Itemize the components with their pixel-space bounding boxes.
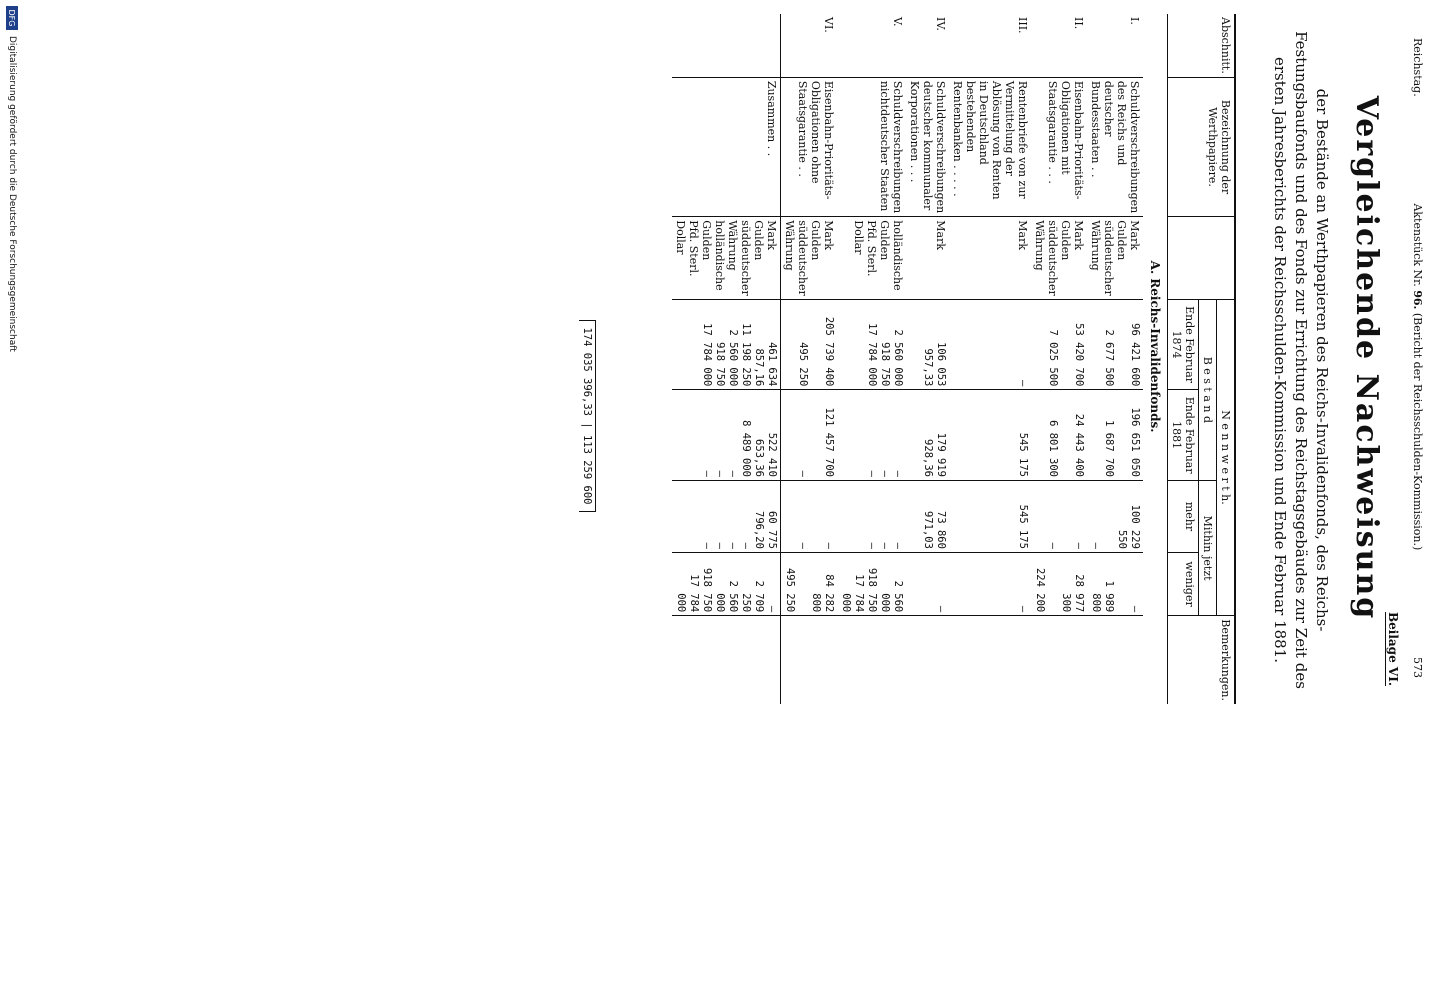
col-nennwerth: N e n n w e r t h.: [1217, 299, 1236, 615]
header-center: [1411, 203, 1424, 550]
row-1874: —: [949, 299, 1031, 390]
col-bemerkungen: Bemerkungen.: [1168, 616, 1236, 704]
row-mehr: — —: [1031, 480, 1087, 552]
table-row: [949, 14, 1031, 704]
table-row: [837, 14, 906, 704]
row-weniger: — 1 989 800: [1087, 552, 1143, 615]
row-1881: 24 443 400 6 801 300: [1031, 390, 1087, 481]
col-1874: Ende Februar 1874: [1168, 299, 1199, 390]
row-description: Schuldverschreibungen nichtdeutscher Staaten: [837, 77, 906, 216]
row-weniger: —: [906, 552, 949, 615]
row-mehr: 545 175: [949, 480, 1031, 552]
row-number: VI.: [822, 17, 835, 33]
row-currency: Mark Gulden süddeutscher Währung: [1031, 217, 1087, 300]
section-heading: A. Reichs-Invalidenfonds.: [1148, 260, 1162, 433]
header-left: Reichstag.: [1411, 38, 1424, 97]
row-number: V.: [891, 17, 904, 27]
col-1881: Ende Februar 1881: [1168, 390, 1199, 481]
document-title: Vergleichende Nachweisung: [1349, 95, 1384, 621]
beilage-label: Beilage VI.: [1386, 612, 1400, 686]
row-bemerkung: [949, 616, 1031, 704]
header-number: 96.: [1411, 290, 1424, 310]
row-bemerkung: [837, 616, 906, 704]
row-weniger: 84 282 800 495 250: [781, 552, 838, 615]
table-row: [1031, 14, 1087, 704]
col-mehr: mehr: [1168, 480, 1199, 552]
table-row: [1087, 14, 1143, 704]
row-1874: 205 739 400 495 250: [781, 299, 838, 390]
total-label: Zusammen . .: [672, 77, 781, 216]
row-bemerkung: [1087, 616, 1143, 704]
header-prefix: Aktenstück Nr.: [1411, 203, 1424, 287]
row-currency: holländische Gulden Pfd. Sterl. Dollar: [837, 217, 906, 300]
total-mehr: 60 775 796,20 — — — —: [672, 480, 781, 552]
row-description: Eisenbahn-Prioritäts-Obligationen mit Staatsgarantie . . .: [1031, 77, 1087, 216]
total-row: [672, 14, 781, 704]
row-weniger: 2 560 000 918 750 17 784 000: [837, 552, 906, 615]
row-1874: 106 053 957,33: [906, 299, 949, 390]
row-mehr: 100 229 550 —: [1087, 480, 1143, 552]
col-bestand: B e s t a n d: [1199, 299, 1217, 480]
row-1874: 96 421 600 2 677 500: [1087, 299, 1143, 390]
col-currency: [1168, 217, 1236, 300]
total-1881: 522 410 653,36 8 489 000 — — —: [672, 390, 781, 481]
page-number: 573: [1411, 656, 1424, 678]
row-currency: Mark Gulden süddeutscher Währung: [781, 217, 838, 300]
col-mithin: Mithin jetzt: [1199, 480, 1217, 615]
row-currency: Mark: [906, 217, 949, 300]
document-subtitle: der Bestände an Werthpapieren des Reichs-Invalidenfonds, des Reichs-Festungsbaufonds und des Fonds zur Errichtung des Reichstagsgebäudes zur Zeit des ersten Jahresberichts der Reichsschulden-Kommission und Ende Februar 1881.: [1271, 31, 1331, 689]
total-1874: 461 634 857,16 11 198 250 2 560 000 918 750 17 784 000: [672, 299, 781, 390]
dfg-logo-icon: DFG: [6, 6, 18, 30]
table-row: [781, 14, 838, 704]
table-row: [906, 14, 949, 704]
bracket-total: 174 035 396,33 | 113 259 600: [579, 320, 596, 512]
row-weniger: 28 977 300 224 200: [1031, 552, 1087, 615]
col-abschnitt: Abschnitt.: [1168, 14, 1236, 77]
row-1874: 2 560 000 918 750 17 784 000: [837, 299, 906, 390]
row-description: Eisenbahn-Prioritäts-Obligationen ohne Staatsgarantie . .: [781, 77, 838, 216]
comparison-table: [672, 14, 1236, 704]
row-mehr: — —: [781, 480, 838, 552]
row-weniger: —: [949, 552, 1031, 615]
footer: [6, 6, 18, 352]
row-1881: — — —: [837, 390, 906, 481]
row-mehr: — — —: [837, 480, 906, 552]
total-spacer: [672, 14, 781, 77]
header-suffix: (Bericht der Reichsschulden-Kommission.): [1411, 312, 1424, 551]
row-1881: 545 175: [949, 390, 1031, 481]
total-currency: Mark Gulden süddeutscher Währung holländische Gulden Pfd. Sterl. Dollar: [672, 217, 781, 300]
row-number: II.: [1072, 17, 1085, 30]
row-currency: Mark: [949, 217, 1031, 300]
row-number: I.: [1128, 17, 1141, 25]
row-number: III.: [1016, 17, 1029, 34]
row-number: IV.: [934, 17, 947, 31]
row-description: Rentenbriefe von zur Vermittelung der Ablösung von Renten in Deutschland bestehenden Rentenbanken . . . . .: [949, 77, 1031, 216]
row-mehr: 73 860 971,03: [906, 480, 949, 552]
total-bemerkung: [672, 616, 781, 704]
row-bemerkung: [781, 616, 838, 704]
row-1881: 121 457 700 —: [781, 390, 838, 481]
row-bemerkung: [906, 616, 949, 704]
row-bemerkung: [1031, 616, 1087, 704]
footer-text: Digitalisierung gefördert durch die Deutsche Forschungsgemeinschaft: [7, 36, 17, 352]
row-currency: Mark Gulden süddeutscher Währung: [1087, 217, 1143, 300]
col-bezeichnung: Bezeichnung der Werthpapiere.: [1168, 77, 1236, 216]
col-weniger: weniger: [1168, 552, 1199, 615]
page-header: [1411, 38, 1424, 678]
row-1874: 53 420 700 7 025 500: [1031, 299, 1087, 390]
row-1881: 179 919 928,36: [906, 390, 949, 481]
row-1881: 196 651 050 1 687 700: [1087, 390, 1143, 481]
row-description: Schuldverschreibungen des Reichs und deutscher Bundesstaaten . .: [1087, 77, 1143, 216]
total-weniger: — 2 709 250 2 560 000 918 750 17 784 000: [672, 552, 781, 615]
row-description: Schuldverschreibungen deutscher kommunaler Korporationen . . .: [906, 77, 949, 216]
